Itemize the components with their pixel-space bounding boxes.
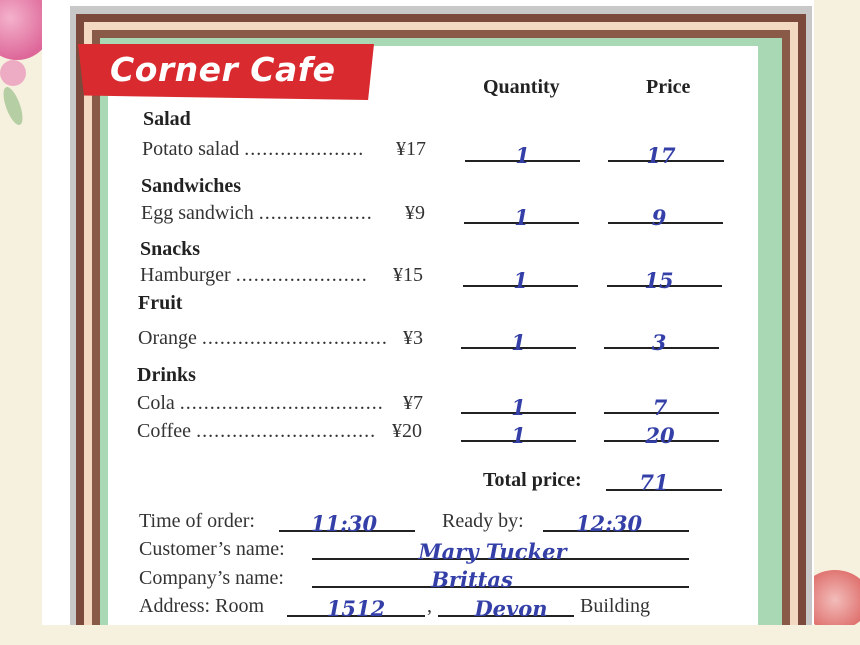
ready-by-label: Ready by: [442,510,524,532]
item-unit-price: ¥17 [396,138,426,160]
item-dots: ...................... [235,264,368,286]
flower-decoration [0,60,26,86]
qty-answer: 1 [511,395,526,420]
qty-answer: 1 [511,330,526,355]
price-header: Price [646,76,691,98]
category-drinks: Drinks [137,364,196,386]
price-answer: 17 [646,143,676,168]
cafe-title: Corner Cafe [110,50,336,89]
item-dots: ............................... [201,327,388,349]
menu-item [137,420,376,443]
menu-item [140,264,368,287]
item-name: Egg sandwich [141,202,254,224]
item-unit-price: ¥3 [403,327,423,349]
leaf-decoration [0,85,26,127]
menu-item [142,138,364,161]
category-salad: Salad [143,108,191,130]
building-label: Building [580,595,651,617]
item-dots: ................... [258,202,373,224]
item-name: Coffee [137,420,192,442]
page-bottom-strip [42,625,860,645]
qty-answer: 1 [514,205,529,230]
item-unit-price: ¥9 [405,202,425,224]
item-dots: .................... [244,138,365,160]
price-answer: 7 [652,395,668,420]
item-dots: .................................. [179,392,384,414]
address-label: Address: Room [139,595,264,617]
menu-item [138,327,388,350]
item-unit-price: ¥7 [403,392,423,414]
qty-answer: 1 [513,268,528,293]
price-answer: 15 [644,268,674,293]
category-fruit: Fruit [138,292,183,314]
customer-name-label: Customer’s name: [139,538,285,560]
item-name: Orange [138,327,197,349]
item-name: Hamburger [140,264,231,286]
customer-name-answer: Mary Tucker [418,539,567,564]
item-unit-price: ¥20 [392,420,422,442]
qty-answer: 1 [515,143,530,168]
company-name-answer: Brittas [431,567,513,592]
total-answer: 71 [639,470,669,495]
menu-item [137,392,384,415]
item-unit-price: ¥15 [393,264,423,286]
item-dots: .............................. [196,420,377,442]
menu-item [141,202,373,225]
category-sandwiches: Sandwiches [141,175,242,197]
address-comma: , [427,595,432,617]
price-answer: 3 [651,330,667,355]
time-of-order-label: Time of order: [139,510,255,532]
total-label: Total price: [483,469,582,491]
time-of-order-answer: 11:30 [310,511,378,536]
room-answer: 1512 [326,596,386,621]
qty-answer: 1 [511,423,526,448]
ready-by-answer: 12:30 [575,511,643,536]
category-snacks: Snacks [140,238,201,260]
item-name: Cola [137,392,175,414]
item-name: Potato salad [142,138,240,160]
building-answer: Devon [474,596,548,621]
price-answer: 20 [645,423,675,448]
quantity-header: Quantity [483,76,560,98]
company-name-label: Company’s name: [139,567,284,589]
price-answer: 9 [651,205,667,230]
